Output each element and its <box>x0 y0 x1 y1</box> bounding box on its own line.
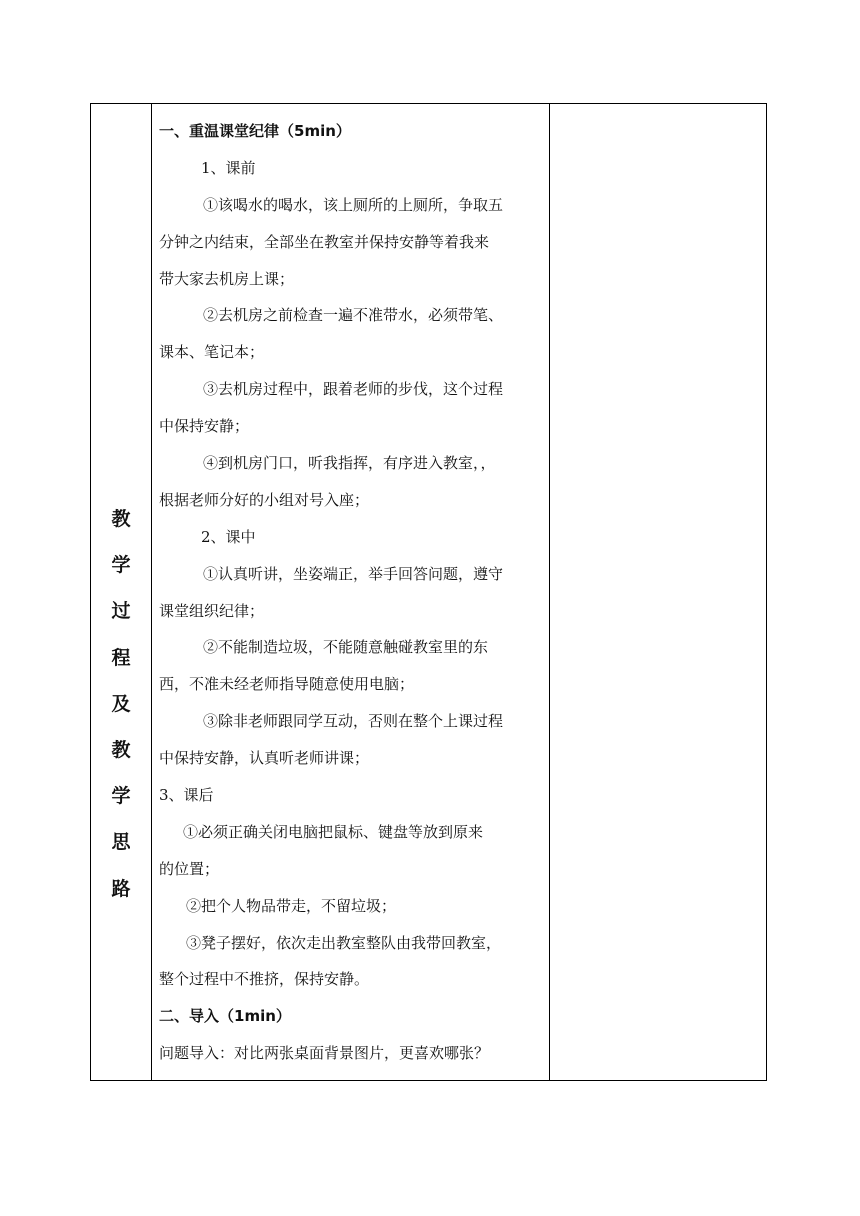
section-label-char: 教 <box>111 508 131 530</box>
content-line: ①必须正确关闭电脑把鼠标、键盘等放到原来 <box>183 822 484 841</box>
notes-column <box>550 104 766 1080</box>
column-divider-1 <box>151 104 152 1080</box>
section-label-char: 学 <box>111 554 131 577</box>
content-line: 问题导入：对比两张桌面背景图片，更喜欢哪张？ <box>159 1044 490 1063</box>
content-line: ③除非老师跟同学互动，否则在整个上课过程 <box>203 712 504 731</box>
section-label-char: 过 <box>111 600 131 623</box>
content-line: 3、课后 <box>159 786 214 805</box>
content-line: 中保持安静； <box>159 417 250 436</box>
section-label-char: 教 <box>111 738 131 761</box>
content-line: 带大家去机房上课； <box>159 269 295 288</box>
content-line: 中保持安静，认真听老师讲课； <box>159 749 370 768</box>
content-line: 整个过程中不推挤，保持安静。 <box>159 970 370 989</box>
content-line: 分钟之内结束，全部坐在教室并保持安静等着我来 <box>159 232 490 251</box>
content-line: ①该喝水的喝水，该上厕所的上厕所，争取五 <box>203 195 504 214</box>
content-line: 的位置； <box>159 859 220 878</box>
content-line: ④到机房门口，听我指挥，有序进入教室，， <box>203 454 496 473</box>
section-label-char: 及 <box>111 692 131 715</box>
content-line: 根据老师分好的小组对号入座； <box>159 490 370 509</box>
content-line: 课堂组织纪律； <box>159 601 265 620</box>
content-line: ①认真听讲，坐姿端正，举手回答问题，遵守 <box>203 564 504 583</box>
section-label-char: 学 <box>111 785 131 808</box>
section-label-char: 程 <box>111 646 131 669</box>
section-label-char: 路 <box>111 877 131 900</box>
lesson-content <box>159 116 547 1075</box>
section-heading: 一、重温课堂纪律（5min） <box>159 122 351 140</box>
content-line: ③凳子摆好，依次走出教室整队由我带回教室， <box>186 933 502 952</box>
content-line: 课本、笔记本； <box>159 343 265 362</box>
section-label-char: 思 <box>111 831 131 854</box>
content-line: ②去机房之前检查一遍不准带水，必须带笔、 <box>203 306 504 325</box>
content-line: ③去机房过程中，跟着老师的步伐，这个过程 <box>203 380 504 399</box>
content-line: ②不能制造垃圾，不能随意触碰教室里的东 <box>203 638 489 657</box>
lesson-table <box>90 103 767 1081</box>
content-line: 1、课前 <box>201 158 256 177</box>
section-heading: 二、导入（1min） <box>159 1007 291 1026</box>
content-line: ②把个人物品带走，不留垃圾； <box>186 896 397 915</box>
content-line: 西，不准未经老师指导随意使用电脑； <box>159 675 415 694</box>
content-line: 2、课中 <box>201 527 256 546</box>
section-label-column <box>91 496 151 912</box>
